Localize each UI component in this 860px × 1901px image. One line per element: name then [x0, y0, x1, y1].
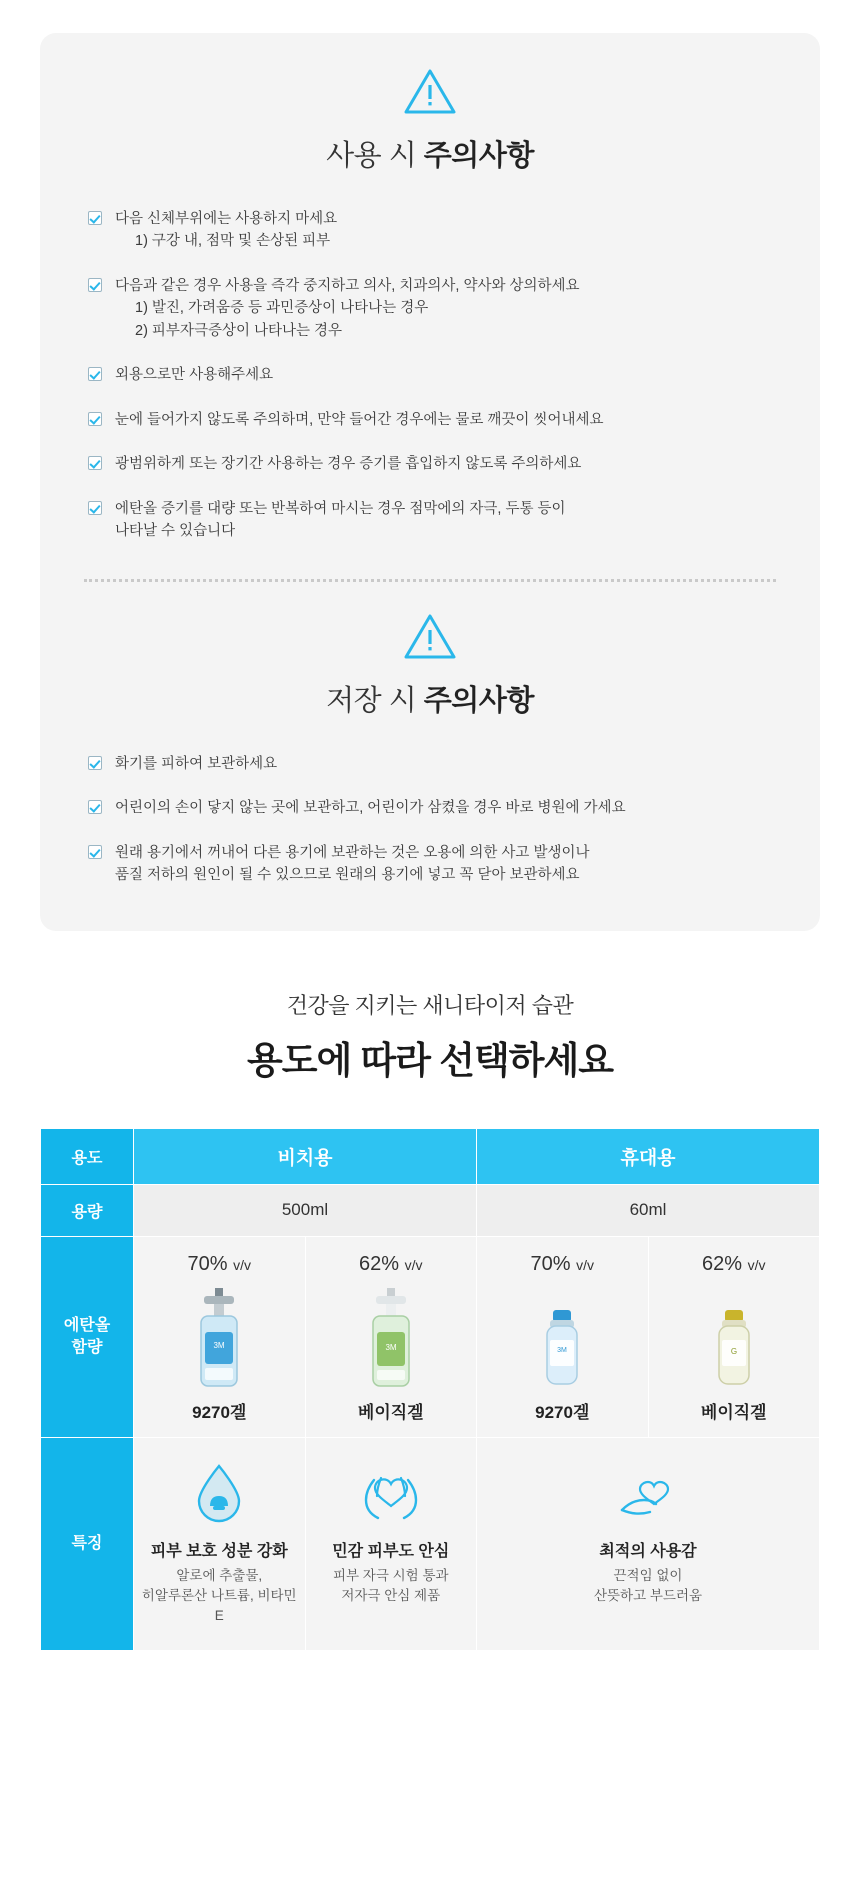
purpose-value-portable: 휴대용: [477, 1128, 820, 1184]
volume-value-500: 500ml: [134, 1184, 477, 1236]
feature-desc-line2: 산뜻하고 부드러움: [593, 1587, 703, 1603]
list-item-main: 다음과 같은 경우 사용을 즉각 중지하고 의사, 치과의사, 약사와 상의하세요: [115, 277, 580, 294]
svg-text:G: G: [730, 1346, 737, 1356]
product-pct: 70%: [187, 1252, 228, 1275]
feature-desc-line1: 피부 자극 시험 통과: [332, 1567, 449, 1583]
feature-cell-sensitive-skin: [305, 1437, 477, 1651]
check-icon: [88, 278, 102, 292]
feature-cell-skin-protect: [134, 1437, 306, 1651]
check-icon: [88, 501, 102, 515]
list-item: [88, 753, 762, 775]
row-label-feature: 특징: [41, 1437, 134, 1651]
product-detail-page: [0, 33, 860, 1651]
caution-store-title: [40, 678, 820, 719]
list-item-main: 에탄올 증기를 대량 또는 반복하여 마시는 경우 점막에의 자극, 두통 등이: [115, 500, 566, 517]
product-vv: v/v: [404, 1256, 423, 1273]
svg-text:3M: 3M: [557, 1346, 568, 1354]
feature-cell-best-feel: [477, 1437, 820, 1651]
feature-desc-line1: 끈적임 없이: [613, 1567, 683, 1583]
feature-desc-line2: 히알루론산 나트륨, 비타민E: [141, 1587, 297, 1624]
list-item-main: 어린이의 손이 닿지 않는 곳에 보관하고, 어린이가 삼켰을 경우 바로 병원에 가세요: [115, 800, 626, 817]
product-cell-9270gel-500: [134, 1236, 306, 1437]
product-pct: 70%: [530, 1252, 571, 1275]
check-icon: [88, 367, 102, 381]
product-cell-basicgel-60: [648, 1236, 820, 1437]
green-pump-bottle: [306, 1282, 477, 1390]
product-vv: v/v: [233, 1256, 251, 1273]
hands-heart-icon: [312, 1460, 471, 1526]
product-name: 베이직겔: [700, 1402, 767, 1422]
check-icon: [88, 756, 102, 770]
list-item-main: 다음 신체부위에는 사용하지 마세요: [115, 211, 338, 227]
warning-triangle-icon: [40, 612, 820, 660]
list-item: [88, 842, 762, 887]
svg-text:3M: 3M: [213, 1340, 225, 1350]
check-icon: [88, 456, 102, 470]
list-item-sub: 1) 발진, 가려움증 등 과민증상이 나타나는 경우: [135, 300, 429, 317]
list-item: [88, 275, 762, 342]
list-item-main: 광범위하게 또는 장기간 사용하는 경우 증기를 흡입하지 않도록 주의하세요: [115, 456, 582, 473]
blue-pump-bottle: [134, 1282, 305, 1390]
list-item-main: 눈에 들어가지 않도록 주의하며, 만약 들어간 경우에는 물로 깨끗이 씻어내세요: [115, 411, 604, 428]
caution-store-title-light: 저장 시: [326, 684, 424, 717]
check-icon: [88, 211, 102, 225]
check-icon: [88, 412, 102, 426]
warning-triangle-icon: [40, 67, 820, 115]
table-row-purpose: [41, 1128, 820, 1184]
product-pct: 62%: [702, 1252, 743, 1275]
check-icon: [88, 845, 102, 859]
list-item-main: 원래 용기에서 꺼내어 다른 용기에 보관하는 것은 오용에 의한 사고 발생이나: [115, 844, 590, 861]
list-item: [88, 498, 762, 543]
list-item-sub2: 2) 피부자극증상이 나타나는 경우: [135, 322, 343, 339]
product-vv: v/v: [747, 1256, 766, 1273]
feature-desc-line2: 저자극 안심 제품: [341, 1587, 441, 1603]
product-pct: 62%: [359, 1252, 400, 1275]
caution-store-title-bold: 주의사항: [423, 684, 534, 717]
table-row-ethanol: [41, 1236, 820, 1437]
row-label-ethanol: 에탄올 함량: [41, 1236, 134, 1437]
usage-heading: [0, 989, 860, 1084]
caution-store-list: [40, 753, 820, 887]
feature-title: 최적의 사용감: [599, 1542, 697, 1560]
caution-use-title-light: 사용 시: [326, 140, 424, 172]
row-label-purpose: 용도: [41, 1128, 134, 1184]
list-item: [88, 453, 762, 475]
row-label-volume: 용량: [41, 1184, 134, 1236]
list-item-sub: 품질 저하의 원인이 될 수 있으므로 원래의 용기에 넣고 꼭 닫아 보관하세요: [115, 867, 580, 884]
list-item-main: 외용으로만 사용해주세요: [115, 367, 274, 384]
list-item: [88, 364, 762, 386]
product-cell-basicgel-500: [305, 1236, 477, 1437]
hand-heart-icon: [483, 1460, 813, 1526]
blue-portable-bottle: [477, 1282, 648, 1390]
list-item-sub: 나타날 수 있습니다: [115, 523, 236, 540]
feature-title: 민감 피부도 안심: [332, 1542, 450, 1560]
caution-use-title: [40, 133, 820, 174]
list-item-main: 화기를 피하여 보관하세요: [115, 755, 278, 772]
svg-text:3M: 3M: [385, 1342, 397, 1352]
volume-value-60: 60ml: [477, 1184, 820, 1236]
table-row-feature: [41, 1437, 820, 1651]
product-vv: v/v: [576, 1256, 594, 1273]
purpose-value-beach: 비치용: [134, 1128, 477, 1184]
dotted-divider: [84, 579, 776, 582]
caution-use-list: [40, 208, 820, 543]
caution-use-title-bold: 주의사항: [423, 140, 534, 172]
caution-card: [40, 33, 820, 931]
check-icon: [88, 800, 102, 814]
feature-desc-line1: 알로에 추출물,: [176, 1567, 263, 1583]
droplet-hands-icon: [140, 1460, 299, 1526]
yellow-portable-bottle: [649, 1282, 820, 1390]
table-row-volume: [41, 1184, 820, 1236]
comparison-table: [40, 1128, 820, 1652]
product-name: 베이직겔: [357, 1402, 424, 1422]
product-name: 9270겔: [535, 1402, 590, 1422]
usage-title: 용도에 따라 선택하세요: [247, 1039, 613, 1081]
list-item: [88, 409, 762, 431]
feature-title: 피부 보호 성분 강화: [150, 1542, 288, 1560]
list-item-sub: 1) 구강 내, 점막 및 손상된 피부: [135, 233, 331, 250]
product-name: 9270겔: [192, 1402, 247, 1422]
product-cell-9270gel-60: [477, 1236, 649, 1437]
list-item: [88, 208, 762, 253]
list-item: [88, 797, 762, 819]
usage-subtitle: 건강을 지키는 새니타이저 습관: [286, 992, 574, 1018]
